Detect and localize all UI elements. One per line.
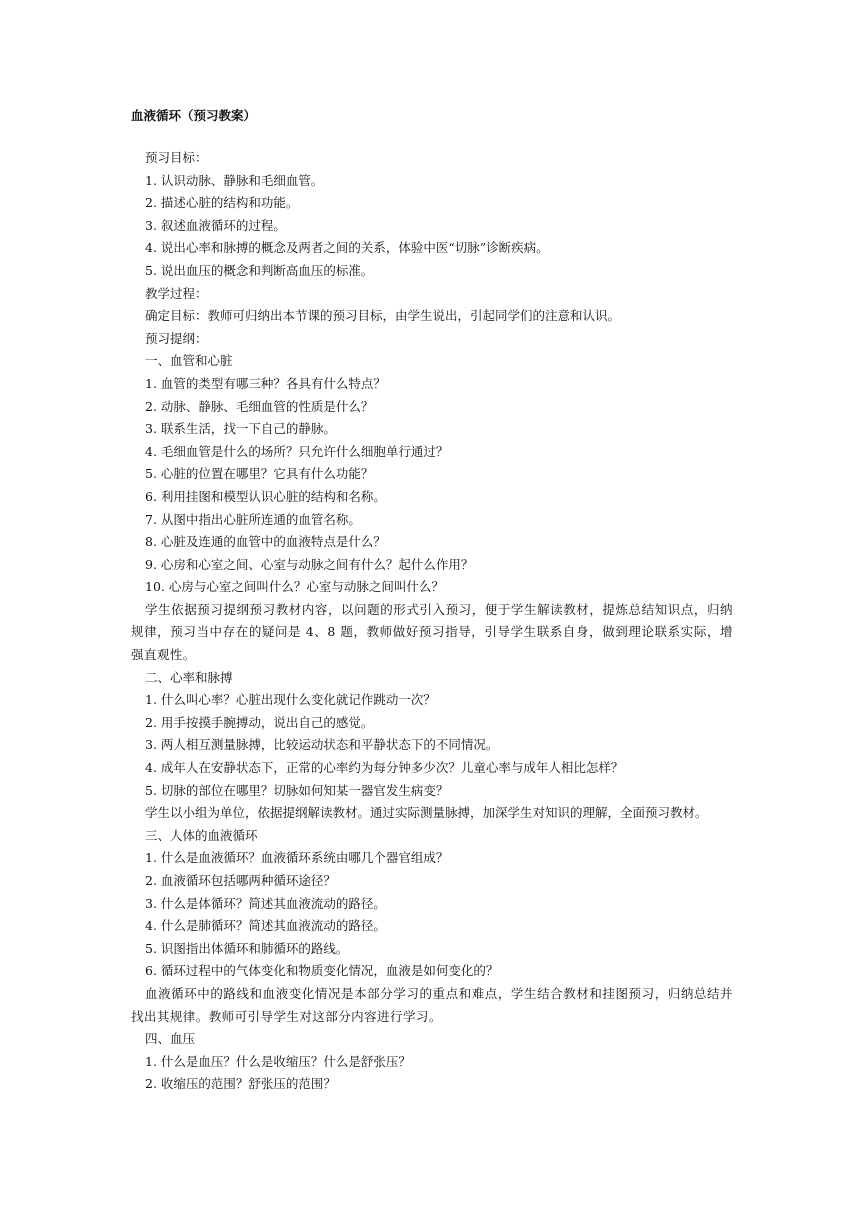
text-line: 2. 血液循环包括哪两种循环途径？: [145, 873, 336, 888]
text-line: 预习提纲：: [145, 330, 208, 346]
text-line: 教学过程：: [145, 285, 208, 301]
text-line: 1. 什么是血液循环？血液循环系统由哪几个器官组成？: [145, 850, 449, 866]
text-line: 9. 心房和心室之间、心室与动脉之间有什么？起什么作用？: [145, 556, 474, 572]
text-line: 2. 收缩压的范围？舒张压的范围？: [145, 1076, 336, 1092]
text-line: 10. 心房与心室之间叫什么？心室与动脉之间叫什么？: [145, 579, 444, 595]
text-line: 二、心率和脉搏: [145, 669, 233, 685]
text-line: 4. 成年人在安静状态下，正常的心率约为每分钟多少次？儿童心率与成年人相比怎样？: [145, 760, 624, 776]
text-line: 2. 用手按摸手腕搏动，说出自己的感觉。: [145, 714, 374, 730]
text-line: 一、血管和心脏: [145, 353, 233, 369]
text-line: 4. 毛细血管是什么的场所？只允许什么细胞单行通过？: [145, 443, 449, 459]
document-body: [131, 147, 733, 1096]
text-line: 4. 说出心率和脉搏的概念及两者之间的关系，体验中医“切脉”诊断疾病。: [145, 240, 549, 256]
paragraph: 学生依据预习提纲预习教材内容，以问题的形式引入预习，便于学生解读教材，提炼总结知识点，归纳规律，预习当中存在的疑问是 4、8 题，教师做好预习指导，引导学生联系自身，做到理论联系实际，增强直观性。: [131, 601, 733, 663]
text-line: 1. 什么叫心率？心脏出现什么变化就记作跳动一次？: [145, 692, 436, 708]
text-line: 1. 认识动脉、静脉和毛细血管。: [145, 172, 324, 188]
text-line: 预习目标：: [145, 150, 208, 165]
paragraph: 血液循环中的路线和血液变化情况是本部分学习的重点和难点，学生结合教材和挂图预习，归纳总结并找出其规律。教师可引导学生对这部分内容进行学习。: [131, 985, 733, 1024]
text-line: 5. 切脉的部位在哪里？切脉如何知某一器官发生病变？: [145, 782, 449, 798]
text-line: 3. 什么是体循环？简述其血液流动的路径。: [145, 895, 386, 911]
text-line: 6. 循环过程中的气体变化和物质变化情况，血液是如何变化的？: [145, 963, 499, 979]
text-line: 2. 动脉、静脉、毛细血管的性质是什么？: [145, 398, 374, 414]
text-line: 四、血压: [145, 1031, 196, 1047]
text-line: 5. 心脏的位置在哪里？它具有什么功能？: [145, 466, 374, 482]
text-line: 3. 两人相互测量脉搏，比较运动状态和平静状态下的不同情况。: [145, 737, 499, 753]
text-line: 1. 什么是血压？什么是收缩压？什么是舒张压？: [145, 1053, 411, 1069]
text-line: 5. 说出血压的概念和判断高血压的标准。: [145, 262, 374, 278]
text-line: 三、人体的血液循环: [145, 827, 258, 843]
document-title: 血液循环（预习教案）: [131, 108, 257, 123]
text-line: 1. 血管的类型有哪三种？各具有什么特点？: [145, 375, 386, 391]
text-line: 3. 叙述血液循环的过程。: [145, 217, 286, 233]
text-line: 2. 描述心脏的结构和功能。: [145, 195, 299, 211]
text-line: 4. 什么是肺循环？简述其血液流动的路径。: [145, 918, 386, 934]
text-line: 学生以小组为单位，依据提纲解读教材。通过实际测量脉搏，加深学生对知识的理解，全面预习教材。: [145, 805, 708, 821]
text-line: 3. 联系生活，找一下自己的静脉。: [145, 421, 336, 437]
text-line: 确定目标：教师可归纳出本节课的预习目标，由学生说出，引起同学们的注意和认识。: [145, 308, 621, 324]
text-line: 7. 从图中指出心脏所连通的血管名称。: [145, 511, 361, 527]
text-line: 5. 识图指出体循环和肺循环的路线。: [145, 940, 349, 956]
text-line: 6. 利用挂图和模型认识心脏的结构和名称。: [145, 488, 386, 504]
text-line: 8. 心脏及连通的血管中的血液特点是什么？: [145, 534, 386, 550]
